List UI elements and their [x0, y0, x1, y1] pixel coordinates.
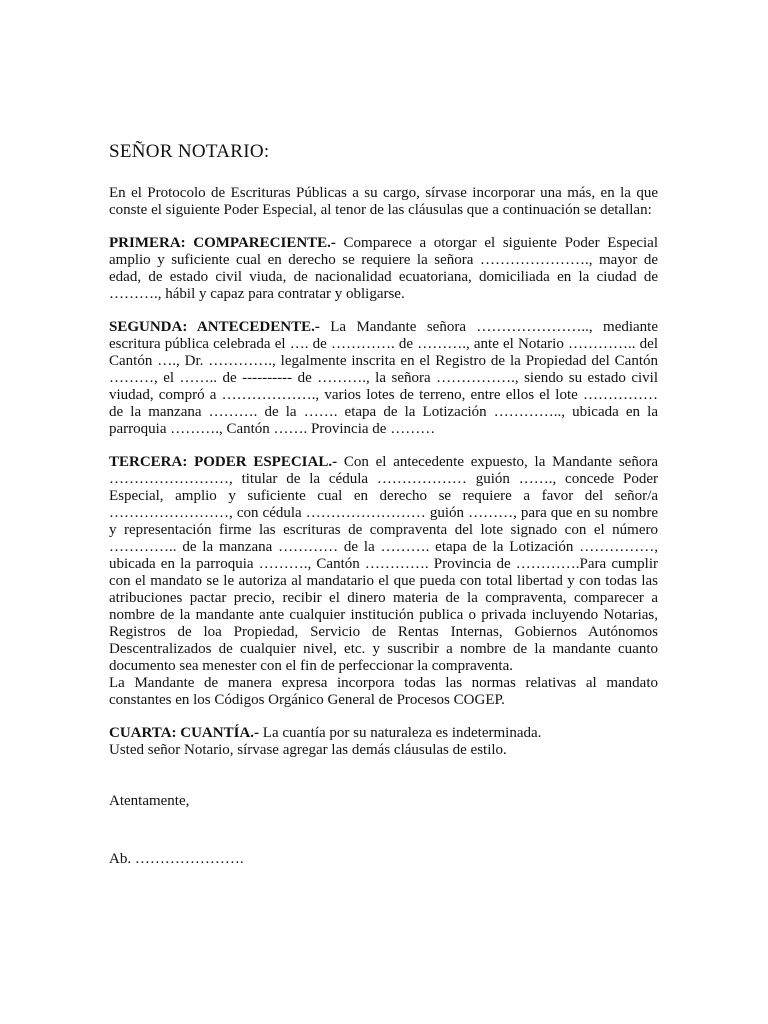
clause-text: Con el antecedente expuesto, la Mandante señora ……………………, titular de la cédula ……………… guión ……., concede Poder Especial, amplio y suficiente cual en derecho se requiere a favor del señor/a ……………………, con cédula …………………… guión ………, para que en su nombre y representación firme las escrituras de compraventa del lote signado con el número ………….. de la manzana ………… de la ………. etapa de la Lotización ……………, ubicada en la parroquia ………., Cantón …………. Provincia de ………….Para cumplir con el mandato se le autoriza al mandatario el que pueda con total libertad y con todas las atribuciones pactar precio, recibir el dinero materia de la compraventa, comparecer a nombre de la mandante ante cualquier institución publica o privada incluyendo Notarias, Registros de loa Propiedad, Servicio de Rentas Internas, Gobiernos Autónomos Descentralizados de cualquier nivel, etc. y suscribir a nombre de la mandante cuanto documento sea menester con el fin de perfeccionar la compraventa.	[109, 454, 658, 674]
intro-paragraph: En el Protocolo de Escrituras Públicas a su cargo, sírvase incorporar una más, en la que conste el siguiente Poder Especial, al tenor de las cláusulas que a continuación se detallan:	[109, 185, 658, 218]
clause-cuarta	[109, 725, 658, 742]
closing-text: Atentamente,	[109, 793, 190, 809]
clause-tercera-extra: La Mandante de manera expresa incorpora todas las normas relativas al mandato constantes en los Códigos Orgánico General de Procesos COGEP.	[109, 675, 658, 708]
clause-text: Comparece a otorgar el siguiente Poder Especial amplio y suficiente cual en derecho se requiere la señora …………………., mayor de edad, de estado civil viuda, de nacionalidad ecuatoriana, domiciliada en la ciudad de ………., hábil y capaz para contratar y obligarse.	[109, 235, 658, 302]
clause-cuarta-extra: Usted señor Notario, sírvase agregar las demás cláusulas de estilo.	[109, 742, 507, 758]
clause-heading: PRIMERA: COMPARECIENTE.-	[109, 235, 336, 251]
clause-heading: CUARTA: CUANTÍA.-	[109, 725, 260, 741]
clause-tercera	[109, 454, 658, 675]
clause-primera	[109, 235, 658, 303]
document-title: SEÑOR NOTARIO:	[109, 141, 270, 162]
clause-text: La Mandante señora ………………….., mediante escritura pública celebrada el …. de …………. de ………., ante el Notario ………….. del Cantón …., Dr. …………., legalmente inscrita en el Registro de la Propiedad del Cantón ………, el …….. de ---------- de ………., la señora ……………., siendo su estado civil viudad, compró a ………………., varios lotes de terreno, entre ellos el lote …………… de la manzana ………. de la ……. etapa de la Lotización ………….., ubicada en la parroquia ………., Cantón ……. Provincia de ………	[109, 319, 659, 437]
spacer	[109, 759, 658, 785]
clause-heading: SEGUNDA: ANTECEDENTE.-	[109, 319, 320, 335]
clause-text: La cuantía por su naturaleza es indeterminada.	[259, 725, 542, 741]
clause-segunda	[109, 319, 658, 438]
signature-line: Ab. ………………….	[109, 851, 244, 867]
clause-heading: TERCERA: PODER ESPECIAL.-	[109, 454, 338, 470]
